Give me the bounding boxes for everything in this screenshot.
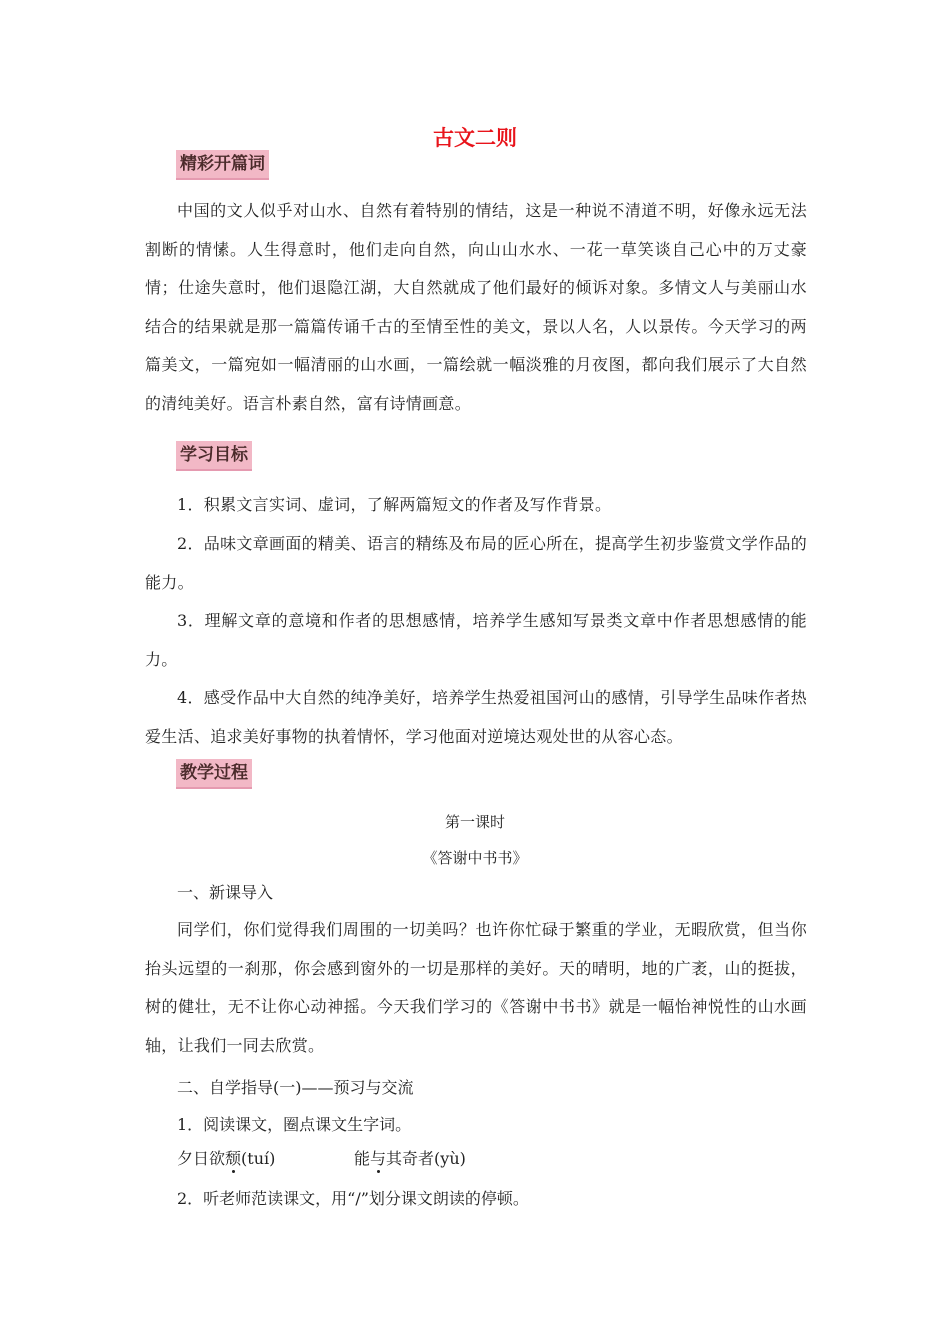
objective-3: 3．理解文章的意境和作者的思想感情，培养学生感知写景类文章中作者思想感情的能力。 — [145, 611, 807, 669]
vocab-2-pinyin: 其奇者(yù) — [386, 1149, 466, 1168]
page-title: 古文二则 — [433, 126, 517, 150]
step1-heading: 一、新课导入 — [177, 883, 274, 902]
step1-paragraph: 同学们，你们觉得我们周围的一切美吗？也许你忙碌于繁重的学业，无暇欣赏，但当你抬头远望的一刹那，你会感到窗外的一切是那样的美好。天的晴明，地的广袤，山的挺拔，树的健壮，无不让你心动神摇。今天我们学习的《答谢中书书》就是一幅怡神悦性的山水画轴，让我们一同去欣赏。 — [145, 920, 807, 1055]
vocab-1-prefix: 夕日欲 — [177, 1149, 226, 1168]
vocab-1 — [177, 1147, 275, 1171]
vocab-1-char: 颓 — [225, 1149, 242, 1168]
section-label-objectives: 学习目标 — [176, 441, 252, 471]
vocab-1-pinyin: (tuí) — [241, 1149, 276, 1168]
lesson-period: 第一课时 — [444, 813, 505, 831]
section-label-process: 教学过程 — [176, 759, 252, 789]
vocab-2-char: 与 — [370, 1149, 387, 1168]
vocab-2-prefix: 能 — [354, 1149, 371, 1168]
step2-heading: 二、自学指导(一)——预习与交流 — [177, 1078, 414, 1097]
item-1: 1．阅读课文，圈点课文生字词。 — [177, 1115, 412, 1134]
vocab-2 — [354, 1147, 466, 1171]
opening-paragraph: 中国的文人似乎对山水、自然有着特别的情结，这是一种说不清道不明，好像永远无法割断的情愫。人生得意时，他们走向自然，向山山水水、一花一草笑谈自己心中的万丈豪情；仕途失意时，他们退隐江湖，大自然就成了他们最好的倾诉对象。多情文人与美丽山水结合的结果就是那一篇篇传诵千古的至情至性的美文，景以人名，人以景传。今天学习的两篇美文，一篇宛如一幅清丽的山水画，一篇绘就一幅淡雅的月夜图，都向我们展示了大自然的清纯美好。语言朴素自然，富有诗情画意。 — [145, 201, 807, 413]
objective-1: 1．积累文言实词、虚词，了解两篇短文的作者及写作背景。 — [177, 495, 612, 514]
section-label-opening: 精彩开篇词 — [176, 150, 269, 180]
objective-4: 4．感受作品中大自然的纯净美好，培养学生热爱祖国河山的感情，引导学生品味作者热爱生活、追求美好事物的执着情怀，学习他面对逆境达观处世的从容心态。 — [145, 688, 807, 746]
objective-2: 2．品味文章画面的精美、语言的精练及布局的匠心所在，提高学生初步鉴赏文学作品的能力。 — [145, 534, 807, 592]
item-2: 2．听老师范读课文，用“/”划分课文朗读的停顿。 — [177, 1189, 529, 1208]
lesson-text-title: 《答谢中书书》 — [422, 849, 528, 867]
